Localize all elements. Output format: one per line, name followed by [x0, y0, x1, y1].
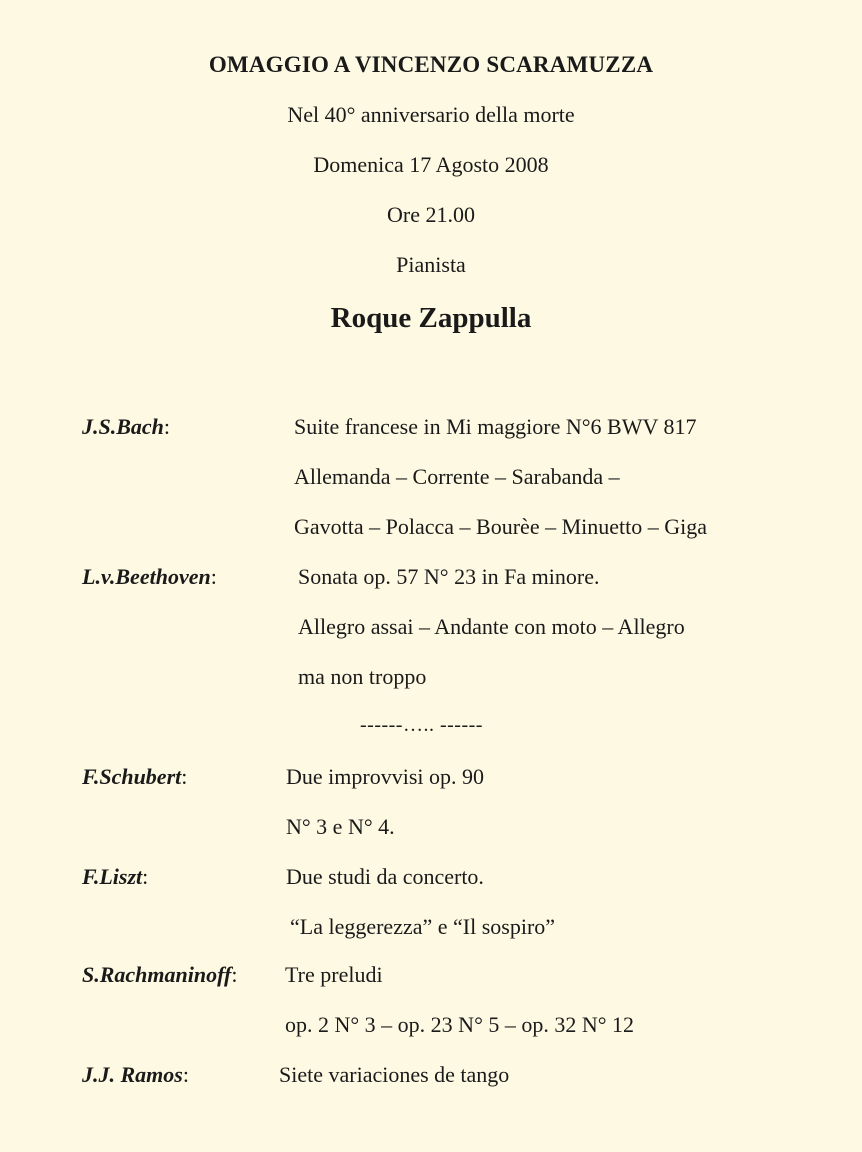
work-line: Tre preludi	[285, 962, 383, 987]
work-line: Allemanda – Corrente – Sarabanda –	[294, 464, 620, 489]
composer-name: S.Rachmaninoff	[82, 962, 232, 987]
performer-role: Pianista	[396, 252, 466, 277]
composer-rachmaninoff: S.Rachmaninoff:	[82, 962, 238, 987]
event-date: Domenica 17 Agosto 2008	[313, 152, 549, 177]
composer-name: J.J. Ramos	[82, 1062, 183, 1087]
composer-name: L.v.Beethoven	[82, 564, 211, 589]
composer-liszt: F.Liszt:	[82, 864, 149, 889]
performer-name: Roque Zappulla	[330, 302, 532, 334]
work-line: Due studi da concerto.	[286, 864, 484, 889]
work-line: Siete variaciones de tango	[279, 1062, 510, 1087]
work-line: Sonata op. 57 N° 23 in Fa minore.	[298, 564, 600, 589]
composer-name: F.Schubert	[82, 764, 182, 789]
work-line: Allegro assai – Andante con moto – Allegro	[298, 614, 685, 639]
composer-bach: J.S.Bach:	[82, 414, 171, 439]
event-time: Ore 21.00	[387, 202, 475, 227]
work-line: ma non troppo	[298, 664, 427, 689]
work-line: op. 2 N° 3 – op. 23 N° 5 – op. 32 N° 12	[285, 1012, 635, 1037]
composer-name: J.S.Bach	[82, 414, 164, 439]
event-title: OMAGGIO A VINCENZO SCARAMUZZA	[208, 52, 654, 77]
composer-ramos: J.J. Ramos:	[82, 1062, 189, 1087]
work-line: Due improvvisi op. 90	[286, 764, 484, 789]
anniversary-line: Nel 40° anniversario della morte	[287, 102, 575, 127]
work-line: Gavotta – Polacca – Bourèe – Minuetto – Giga	[294, 514, 708, 539]
work-line: “La leggerezza” e “Il sospiro”	[290, 914, 556, 939]
intermission-separator: ------….. ------	[360, 714, 483, 736]
composer-name: F.Liszt	[82, 864, 143, 889]
work-line: N° 3 e N° 4.	[286, 814, 395, 839]
work-line: Suite francese in Mi maggiore N°6 BWV 817	[294, 414, 697, 439]
composer-beethoven: L.v.Beethoven:	[82, 564, 217, 589]
composer-schubert: F.Schubert:	[82, 764, 188, 789]
